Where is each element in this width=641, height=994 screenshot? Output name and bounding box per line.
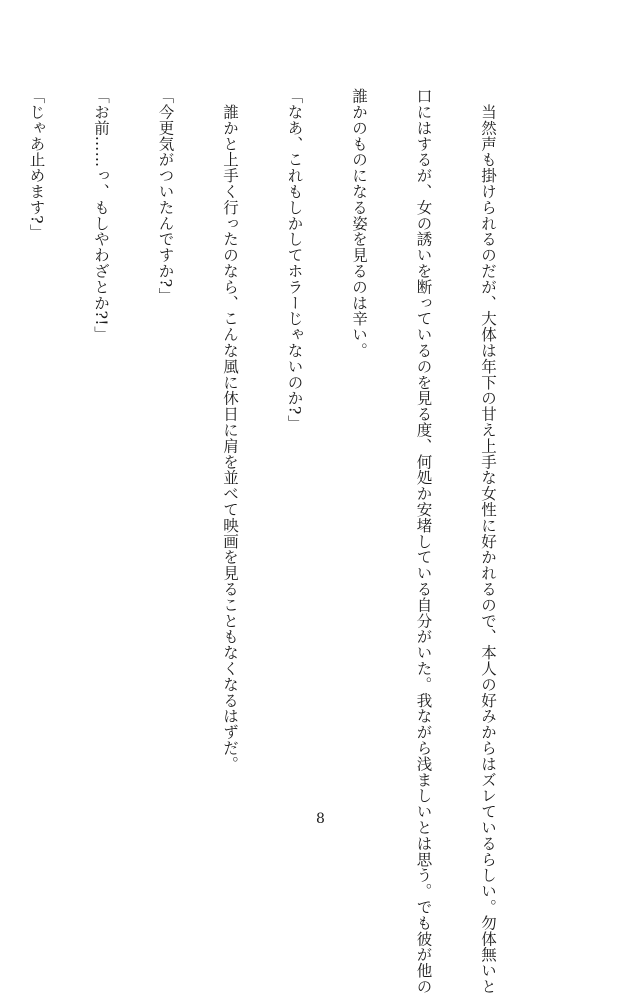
text-line: 誰かのものになる姿を見るのは辛い。 [350,88,368,359]
text-line: 「なあ、これもしかしてホラーじゃないのか?」 [285,88,304,431]
text-line: 口にはするが、女の誘いを断っているのを見る度、何処か安堵している自分がいた。我ながら浅ましいとは思う。でも彼が他の [414,88,433,994]
vertical-text-body [0,88,541,994]
text-line: 当然声も掛けられるのだが、大体は年下の甘え上手な女性に好かれるので、本人の好みからはズレているらしい。勿体無いと [479,88,497,994]
text-line: 「お前……っ、もしやわざとか?!」 [92,88,110,342]
text-line: 誰かと上手く行ったのなら、こんな風に休日に肩を並べて映画を見ることもなくなるはずだ。 [221,88,239,772]
page-number: 8 [316,811,325,827]
text-line: 「じゃあ止めます?」 [27,88,46,240]
text-line: 「今更気がついたんですか?」 [156,88,175,304]
